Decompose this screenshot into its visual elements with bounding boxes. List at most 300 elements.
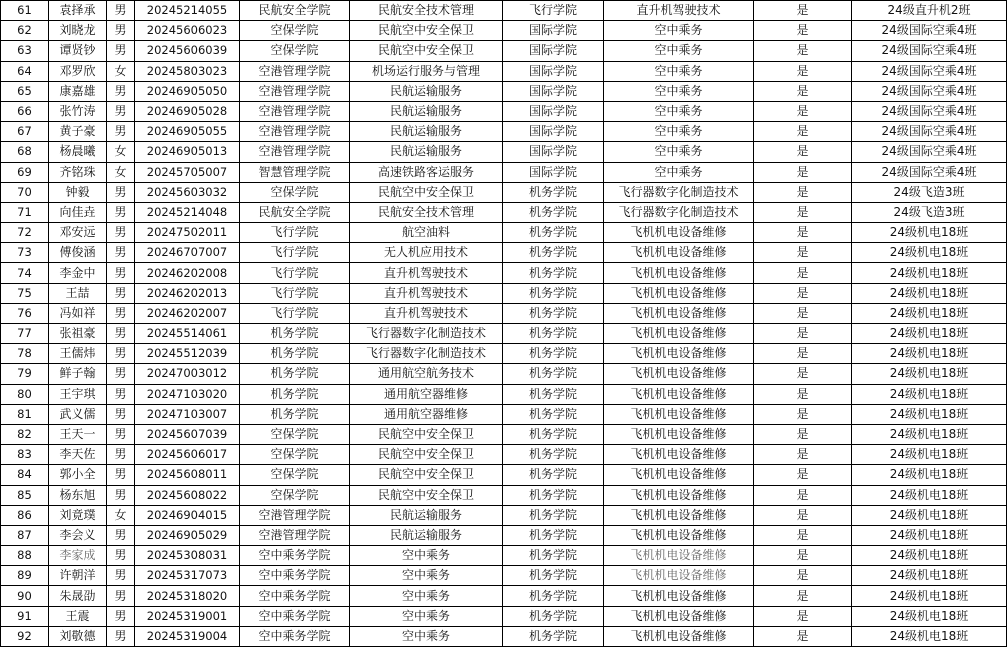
table-row [1,465,1007,485]
row-number-cell: 62 [1,21,49,41]
original-college-cell: 飞行学院 [240,243,350,263]
original-major-cell: 空中乘务 [350,566,503,586]
original-college-cell: 机务学院 [240,384,350,404]
original-college-cell: 空港管理学院 [240,101,350,121]
class-cell: 24级机电18班 [852,626,1007,646]
class-cell: 24级机电18班 [852,566,1007,586]
table-row [1,223,1007,243]
student-id-cell: 20247003012 [135,364,240,384]
class-cell: 24级国际空乘4班 [852,101,1007,121]
original-college-cell: 空港管理学院 [240,122,350,142]
original-college-cell: 空港管理学院 [240,61,350,81]
new-college-cell: 机务学院 [503,223,604,243]
class-cell: 24级机电18班 [852,606,1007,626]
class-cell: 24级国际空乘4班 [852,21,1007,41]
approved-cell: 是 [754,606,852,626]
new-college-cell: 机务学院 [503,283,604,303]
original-college-cell: 机务学院 [240,344,350,364]
gender-cell: 男 [107,324,135,344]
student-name-cell: 杨晨曦 [49,142,107,162]
table-row [1,122,1007,142]
approved-cell: 是 [754,202,852,222]
student-id-cell: 20245606039 [135,41,240,61]
new-college-cell: 国际学院 [503,61,604,81]
new-college-cell: 国际学院 [503,81,604,101]
gender-cell: 男 [107,626,135,646]
approved-cell: 是 [754,182,852,202]
original-college-cell: 民航安全学院 [240,202,350,222]
original-major-cell: 空中乘务 [350,586,503,606]
row-number-cell: 78 [1,344,49,364]
student-id-cell: 20245214055 [135,1,240,21]
table-row [1,626,1007,646]
new-major-cell: 飞机机电设备维修 [604,303,754,323]
student-name-cell: 刘晓龙 [49,21,107,41]
new-major-cell: 飞机机电设备维修 [604,424,754,444]
gender-cell: 男 [107,303,135,323]
student-name-cell: 李天佐 [49,445,107,465]
approved-cell: 是 [754,142,852,162]
class-cell: 24级机电18班 [852,223,1007,243]
original-major-cell: 直升机驾驶技术 [350,303,503,323]
table-row [1,21,1007,41]
student-name-cell: 李会义 [49,525,107,545]
new-college-cell: 国际学院 [503,101,604,121]
table-row [1,101,1007,121]
row-number-cell: 77 [1,324,49,344]
class-cell: 24级机电18班 [852,263,1007,283]
original-college-cell: 飞行学院 [240,263,350,283]
approved-cell: 是 [754,303,852,323]
original-major-cell: 民航空中安全保卫 [350,182,503,202]
gender-cell: 男 [107,263,135,283]
table-body [1,1,1007,647]
row-number-cell: 68 [1,142,49,162]
new-college-cell: 飞行学院 [503,1,604,21]
new-college-cell: 机务学院 [503,566,604,586]
table-row [1,606,1007,626]
original-major-cell: 民航空中安全保卫 [350,41,503,61]
original-major-cell: 飞行器数字化制造技术 [350,324,503,344]
table-row [1,546,1007,566]
table-row [1,505,1007,525]
student-name-cell: 袁择承 [49,1,107,21]
student-id-cell: 20247502011 [135,223,240,243]
new-college-cell: 机务学院 [503,202,604,222]
table-row [1,324,1007,344]
original-major-cell: 直升机驾驶技术 [350,283,503,303]
original-college-cell: 机务学院 [240,404,350,424]
new-college-cell: 机务学院 [503,404,604,424]
original-major-cell: 民航运输服务 [350,81,503,101]
class-cell: 24级国际空乘4班 [852,122,1007,142]
gender-cell: 男 [107,21,135,41]
gender-cell: 男 [107,202,135,222]
class-cell: 24级飞造3班 [852,182,1007,202]
original-college-cell: 空港管理学院 [240,505,350,525]
row-number-cell: 86 [1,505,49,525]
approved-cell: 是 [754,61,852,81]
new-college-cell: 机务学院 [503,182,604,202]
original-college-cell: 空保学院 [240,41,350,61]
approved-cell: 是 [754,243,852,263]
original-college-cell: 飞行学院 [240,283,350,303]
table-row [1,303,1007,323]
approved-cell: 是 [754,404,852,424]
original-college-cell: 空保学院 [240,182,350,202]
gender-cell: 男 [107,384,135,404]
table-row [1,404,1007,424]
gender-cell: 女 [107,505,135,525]
approved-cell: 是 [754,101,852,121]
class-cell: 24级机电18班 [852,505,1007,525]
new-major-cell: 空中乘务 [604,21,754,41]
student-name-cell: 武义儒 [49,404,107,424]
student-id-cell: 20246905050 [135,81,240,101]
new-major-cell: 空中乘务 [604,81,754,101]
student-id-cell: 20245318020 [135,586,240,606]
row-number-cell: 83 [1,445,49,465]
student-id-cell: 20246905055 [135,122,240,142]
row-number-cell: 80 [1,384,49,404]
student-id-cell: 20245317073 [135,566,240,586]
table-row [1,344,1007,364]
class-cell: 24级机电18班 [852,303,1007,323]
original-major-cell: 通用航空器维修 [350,384,503,404]
gender-cell: 男 [107,81,135,101]
original-major-cell: 高速铁路客运服务 [350,162,503,182]
row-number-cell: 92 [1,626,49,646]
student-id-cell: 20246202007 [135,303,240,323]
original-college-cell: 空中乘务学院 [240,606,350,626]
original-college-cell: 空港管理学院 [240,142,350,162]
student-name-cell: 王喆 [49,283,107,303]
original-college-cell: 空港管理学院 [240,525,350,545]
new-major-cell: 飞机机电设备维修 [604,566,754,586]
row-number-cell: 76 [1,303,49,323]
approved-cell: 是 [754,263,852,283]
class-cell: 24级机电18班 [852,364,1007,384]
student-id-cell: 20246202008 [135,263,240,283]
gender-cell: 男 [107,41,135,61]
student-name-cell: 王震 [49,606,107,626]
new-major-cell: 飞机机电设备维修 [604,364,754,384]
table-row [1,142,1007,162]
new-major-cell: 飞行器数字化制造技术 [604,182,754,202]
approved-cell: 是 [754,364,852,384]
class-cell: 24级机电18班 [852,546,1007,566]
row-number-cell: 85 [1,485,49,505]
original-major-cell: 通用航空器维修 [350,404,503,424]
approved-cell: 是 [754,505,852,525]
table-row [1,364,1007,384]
student-id-cell: 20245606017 [135,445,240,465]
new-major-cell: 空中乘务 [604,142,754,162]
new-college-cell: 机务学院 [503,485,604,505]
student-name-cell: 王宇琪 [49,384,107,404]
student-id-cell: 20246905028 [135,101,240,121]
original-major-cell: 民航运输服务 [350,142,503,162]
student-name-cell: 刘敬德 [49,626,107,646]
class-cell: 24级飞造3班 [852,202,1007,222]
row-number-cell: 89 [1,566,49,586]
student-name-cell: 冯如祥 [49,303,107,323]
class-cell: 24级机电18班 [852,324,1007,344]
original-college-cell: 空中乘务学院 [240,626,350,646]
approved-cell: 是 [754,384,852,404]
table-row [1,41,1007,61]
original-major-cell: 民航安全技术管理 [350,1,503,21]
new-college-cell: 机务学院 [503,525,604,545]
new-major-cell: 空中乘务 [604,41,754,61]
original-college-cell: 空保学院 [240,445,350,465]
original-college-cell: 空保学院 [240,21,350,41]
new-major-cell: 飞机机电设备维修 [604,223,754,243]
new-college-cell: 机务学院 [503,445,604,465]
gender-cell: 女 [107,142,135,162]
gender-cell: 男 [107,223,135,243]
gender-cell: 男 [107,424,135,444]
original-college-cell: 空中乘务学院 [240,546,350,566]
new-college-cell: 机务学院 [503,263,604,283]
student-name-cell: 李金中 [49,263,107,283]
new-major-cell: 飞机机电设备维修 [604,465,754,485]
student-id-cell: 20246905013 [135,142,240,162]
new-college-cell: 国际学院 [503,21,604,41]
gender-cell: 男 [107,364,135,384]
new-college-cell: 机务学院 [503,344,604,364]
approved-cell: 是 [754,485,852,505]
student-id-cell: 20245606023 [135,21,240,41]
approved-cell: 是 [754,445,852,465]
student-name-cell: 鲜子翰 [49,364,107,384]
row-number-cell: 87 [1,525,49,545]
approved-cell: 是 [754,41,852,61]
approved-cell: 是 [754,344,852,364]
student-id-cell: 20245319001 [135,606,240,626]
student-name-cell: 齐铭珠 [49,162,107,182]
new-college-cell: 机务学院 [503,606,604,626]
new-major-cell: 飞机机电设备维修 [604,546,754,566]
new-college-cell: 机务学院 [503,364,604,384]
original-major-cell: 航空油料 [350,223,503,243]
row-number-cell: 91 [1,606,49,626]
approved-cell: 是 [754,1,852,21]
student-name-cell: 刘竟璞 [49,505,107,525]
approved-cell: 是 [754,465,852,485]
row-number-cell: 82 [1,424,49,444]
new-major-cell: 飞机机电设备维修 [604,525,754,545]
approved-cell: 是 [754,424,852,444]
row-number-cell: 75 [1,283,49,303]
new-major-cell: 飞行器数字化制造技术 [604,202,754,222]
original-college-cell: 机务学院 [240,364,350,384]
new-college-cell: 国际学院 [503,162,604,182]
student-id-cell: 20245512039 [135,344,240,364]
original-major-cell: 通用航空航务技术 [350,364,503,384]
student-id-cell: 20246905029 [135,525,240,545]
new-major-cell: 飞机机电设备维修 [604,283,754,303]
row-number-cell: 84 [1,465,49,485]
original-major-cell: 空中乘务 [350,626,503,646]
student-name-cell: 康嘉雄 [49,81,107,101]
original-college-cell: 飞行学院 [240,303,350,323]
gender-cell: 男 [107,465,135,485]
table-row [1,424,1007,444]
gender-cell: 男 [107,344,135,364]
table-row [1,384,1007,404]
original-major-cell: 民航空中安全保卫 [350,21,503,41]
class-cell: 24级机电18班 [852,445,1007,465]
student-id-cell: 20245607039 [135,424,240,444]
student-name-cell: 李家成 [49,546,107,566]
new-major-cell: 空中乘务 [604,61,754,81]
gender-cell: 男 [107,243,135,263]
class-cell: 24级机电18班 [852,243,1007,263]
approved-cell: 是 [754,586,852,606]
new-major-cell: 直升机驾驶技术 [604,1,754,21]
gender-cell: 女 [107,162,135,182]
original-college-cell: 空保学院 [240,424,350,444]
student-id-cell: 20245608022 [135,485,240,505]
approved-cell: 是 [754,546,852,566]
new-major-cell: 空中乘务 [604,122,754,142]
approved-cell: 是 [754,81,852,101]
new-college-cell: 机务学院 [503,384,604,404]
class-cell: 24级机电18班 [852,525,1007,545]
original-major-cell: 民航运输服务 [350,101,503,121]
new-college-cell: 国际学院 [503,142,604,162]
table-row [1,485,1007,505]
table-row [1,283,1007,303]
new-major-cell: 飞机机电设备维修 [604,243,754,263]
approved-cell: 是 [754,626,852,646]
class-cell: 24级机电18班 [852,485,1007,505]
class-cell: 24级机电18班 [852,344,1007,364]
original-major-cell: 飞行器数字化制造技术 [350,344,503,364]
row-number-cell: 90 [1,586,49,606]
class-cell: 24级国际空乘4班 [852,61,1007,81]
student-id-cell: 20246202013 [135,283,240,303]
student-name-cell: 钟毅 [49,182,107,202]
student-id-cell: 20245514061 [135,324,240,344]
gender-cell: 女 [107,61,135,81]
original-major-cell: 空中乘务 [350,606,503,626]
student-id-cell: 20247103007 [135,404,240,424]
class-cell: 24级机电18班 [852,586,1007,606]
table-row [1,586,1007,606]
table-row [1,445,1007,465]
new-college-cell: 机务学院 [503,424,604,444]
class-cell: 24级国际空乘4班 [852,162,1007,182]
row-number-cell: 73 [1,243,49,263]
gender-cell: 男 [107,546,135,566]
row-number-cell: 81 [1,404,49,424]
new-college-cell: 机务学院 [503,303,604,323]
gender-cell: 男 [107,101,135,121]
original-major-cell: 民航运输服务 [350,122,503,142]
original-major-cell: 民航空中安全保卫 [350,424,503,444]
gender-cell: 男 [107,485,135,505]
student-name-cell: 王儒炜 [49,344,107,364]
original-college-cell: 空港管理学院 [240,81,350,101]
gender-cell: 男 [107,606,135,626]
new-college-cell: 机务学院 [503,546,604,566]
original-major-cell: 民航运输服务 [350,505,503,525]
student-name-cell: 朱晟劭 [49,586,107,606]
new-college-cell: 机务学院 [503,505,604,525]
student-name-cell: 张祖豪 [49,324,107,344]
class-cell: 24级国际空乘4班 [852,41,1007,61]
gender-cell: 男 [107,566,135,586]
student-name-cell: 郭小全 [49,465,107,485]
approved-cell: 是 [754,122,852,142]
student-id-cell: 20245214048 [135,202,240,222]
table-row [1,61,1007,81]
gender-cell: 男 [107,122,135,142]
original-major-cell: 民航安全技术管理 [350,202,503,222]
original-college-cell: 机务学院 [240,324,350,344]
student-id-cell: 20245608011 [135,465,240,485]
row-number-cell: 66 [1,101,49,121]
student-name-cell: 向佳垚 [49,202,107,222]
new-major-cell: 飞机机电设备维修 [604,263,754,283]
student-id-cell: 20247103020 [135,384,240,404]
new-major-cell: 飞机机电设备维修 [604,485,754,505]
new-major-cell: 飞机机电设备维修 [604,384,754,404]
student-id-cell: 20246707007 [135,243,240,263]
student-id-cell: 20245705007 [135,162,240,182]
row-number-cell: 71 [1,202,49,222]
student-name-cell: 谭贤钞 [49,41,107,61]
original-major-cell: 民航空中安全保卫 [350,445,503,465]
new-major-cell: 飞机机电设备维修 [604,404,754,424]
original-college-cell: 空保学院 [240,485,350,505]
table-row [1,182,1007,202]
original-college-cell: 民航安全学院 [240,1,350,21]
student-name-cell: 傅俊涵 [49,243,107,263]
class-cell: 24级机电18班 [852,404,1007,424]
new-major-cell: 飞机机电设备维修 [604,606,754,626]
row-number-cell: 67 [1,122,49,142]
original-college-cell: 智慧管理学院 [240,162,350,182]
table-row [1,525,1007,545]
student-name-cell: 邓罗欣 [49,61,107,81]
new-college-cell: 国际学院 [503,41,604,61]
class-cell: 24级直升机2班 [852,1,1007,21]
gender-cell: 男 [107,525,135,545]
class-cell: 24级机电18班 [852,283,1007,303]
approved-cell: 是 [754,162,852,182]
student-id-cell: 20245319004 [135,626,240,646]
new-college-cell: 机务学院 [503,626,604,646]
table-row [1,162,1007,182]
approved-cell: 是 [754,525,852,545]
approved-cell: 是 [754,283,852,303]
student-id-cell: 20245308031 [135,546,240,566]
row-number-cell: 69 [1,162,49,182]
approved-cell: 是 [754,566,852,586]
row-number-cell: 79 [1,364,49,384]
student-name-cell: 黄子豪 [49,122,107,142]
original-major-cell: 无人机应用技术 [350,243,503,263]
class-cell: 24级国际空乘4班 [852,142,1007,162]
table-row [1,566,1007,586]
row-number-cell: 65 [1,81,49,101]
new-major-cell: 飞机机电设备维修 [604,586,754,606]
gender-cell: 男 [107,404,135,424]
new-major-cell: 飞机机电设备维修 [604,626,754,646]
